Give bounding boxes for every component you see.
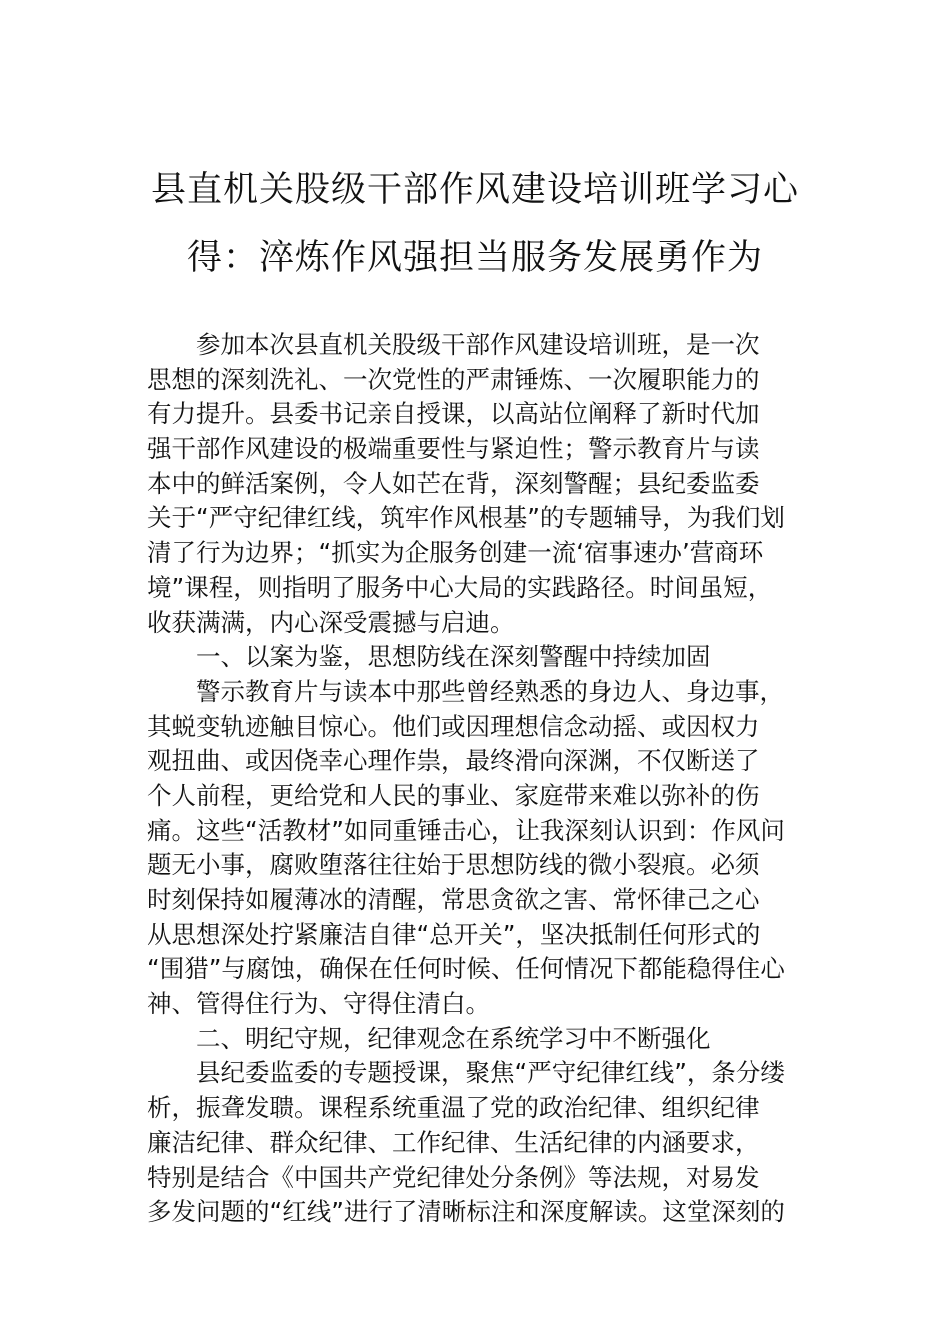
paragraph-line: 收获满满，内心深受震撼与启迪。: [147, 607, 515, 637]
document-body: [147, 328, 812, 1230]
paragraph-line: 参加本次县直机关股级干部作风建设培训班，是一次: [196, 330, 760, 359]
paragraph-line: 析，振聋发聩。课程系统重温了党的政治纪律、组织纪律: [147, 1093, 760, 1123]
paragraph-line: 特别是结合《中国共产党纪律处分条例》等法规，对易发: [147, 1162, 760, 1192]
paragraph-line: 题无小事，腐败堕落往往始于思想防线的微小裂痕。必须: [147, 850, 760, 880]
paragraph-line: 关于“严守纪律红线，筑牢作风根基”的专题辅导，为我们划: [147, 503, 785, 533]
paragraph-line: 多发问题的“红线”进行了清晰标注和深度解读。这堂深刻的: [147, 1197, 785, 1227]
paragraph-line: 从思想深处拧紧廉洁自律“总开关”，坚决抵制任何形式的: [147, 919, 761, 949]
paragraph-line: 思想的深刻洗礼、一次党性的严肃锤炼、一次履职能力的: [147, 364, 760, 394]
document-title-line-1: 县直机关股级干部作风建设培训班学习心: [150, 170, 799, 210]
section-heading-1: 一、以案为鉴，思想防线在深刻警醒中持续加固: [196, 642, 711, 672]
paragraph-line: 时刻保持如履薄冰的清醒，常思贪欲之害、常怀律己之心: [147, 885, 760, 914]
paragraph-line: 观扭曲、或因侥幸心理作祟，最终滑向深渊，不仅断送了: [147, 746, 760, 776]
paragraph-line: 境”课程，则指明了服务中心大局的实践路径。时间虽短，: [147, 572, 773, 602]
section-heading-2: 二、明纪守规，纪律观念在系统学习中不断强化: [196, 1023, 711, 1053]
paragraph-line: 廉洁纪律、群众纪律、工作纪律、生活纪律的内涵要求，: [147, 1127, 760, 1157]
paragraph-line: 个人前程，更给党和人民的事业、家庭带来难以弥补的伤: [147, 780, 760, 810]
paragraph-line: 本中的鲜活案例，令人如芒在背，深刻警醒；县纪委监委: [147, 468, 760, 498]
paragraph-line: “围猎”与腐蚀，确保在任何时候、任何情况下都能稳得住心: [147, 954, 785, 984]
paragraph-line: 清了行为边界；“抓实为企服务创建一流‘宿事速办’营商环: [147, 538, 764, 568]
paragraph-line: 有力提升。县委书记亲自授课，以高站位阐释了新时代加: [147, 399, 760, 429]
paragraph-line: 其蜕变轨迹触目惊心。他们或因理想信念动摇、或因权力: [147, 711, 760, 741]
paragraph-line: 痛。这些“活教材”如同重锤击心，让我深刻认识到：作风问: [147, 815, 785, 845]
paragraph-line: 警示教育片与读本中那些曾经熟悉的身边人、身边事，: [196, 676, 784, 706]
paragraph-line: 强干部作风建设的极端重要性与紧迫性；警示教育片与读: [147, 434, 760, 464]
paragraph-line: 县纪委监委的专题授课，聚焦“严守纪律红线”，条分缕: [196, 1058, 785, 1088]
paragraph-line: 神、管得住行为、守得住清白。: [147, 989, 490, 1019]
document-title-line-2: 得：淬炼作风强担当服务发展勇作为: [186, 238, 763, 278]
